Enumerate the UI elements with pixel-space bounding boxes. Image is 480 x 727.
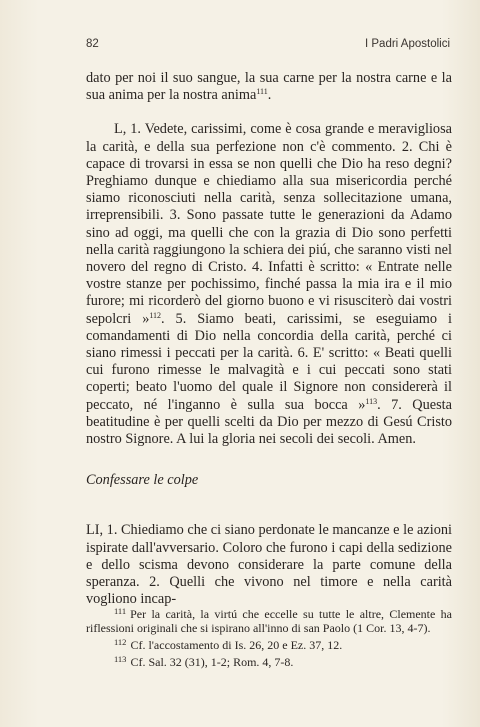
footnote-mark: 111	[114, 606, 127, 616]
paragraph-text: . 7. Questa beatitudine è per quelli scelti da Dio per mezzo di Gesú Cristo nostro Signore. A lui la gloria nei secoli dei secoli. Amen.	[86, 396, 452, 448]
footnote-text: Cf. Sal. 32 (31), 1-2; Rom. 4, 7-8.	[130, 655, 294, 669]
running-title: I Padri Apostolici	[364, 38, 450, 50]
footnote-text: Per la carità, la virtú che eccelle su tutte le altre, Clemente ha riflessioni originali che si ispirano all'inno di san Paolo (1 Cor. 13, 4-7).	[86, 607, 452, 635]
footnote-ref: 112	[149, 310, 162, 320]
footnote-text: Cf. l'accostamento di Is. 26, 20 e Ez. 37, 12.	[130, 638, 343, 652]
section-heading: Confessare le colpe	[86, 472, 199, 488]
paragraph-text: L, 1. Vedete, carissimi, come è cosa grande e meravigliosa la carità, e della sua perfezione non c'è commento. 2. Chi è capace di trovarsi in essa se non quelli che Dio ha reso degni? Preghiamo dunque e chiediamo alla sua misericordia perché siamo riconosciuti nella carità, senza sollecitazione umana, irreprensibili. 3. Sono passate tutte le generazioni da Adamo sino ad oggi, ma quelli che con la grazia di Dio sono perfetti nella carità raggiungono la schiera dei piú, che saranno visti nel novero del regno di Cristo. 4. Infatti è scritto: « Entrate nelle vostre stanze per pochissimo, finché passa la mia ira e il mio furore; mi ricorderò del giorno buono e vi risusciterò dai vostri sepolcri »	[86, 121, 452, 327]
paragraph-chapter-li: LI, 1. Chiediamo che ci siano perdonate le mancanze e le azioni ispirate dall'avversario. Coloro che furono i capi della sedizione e dello scisma devono considerare la parte comune della speranza. 2. Quelli che vivono nel timore e nella carità vogliono incap-	[86, 522, 452, 608]
footnote	[86, 604, 452, 635]
footnote	[86, 635, 452, 652]
paragraph-text: dato per noi il suo sangue, la sua carne per la nostra carne e la sua anima per la nostra anima	[86, 70, 452, 104]
footnotes	[86, 604, 452, 669]
footnote-ref: 111	[256, 87, 268, 97]
footnote-ref: 113	[365, 396, 378, 406]
footnote	[86, 652, 452, 669]
paragraph-chapter-l	[86, 121, 452, 448]
footnote-mark: 113	[114, 654, 127, 664]
main-text	[86, 70, 452, 448]
paragraph-continued: dato per noi il suo sangue, la sua carne per la nostra carne e la sua anima per la nostra anima$^{111}$.	[86, 70, 452, 104]
page-number: 82	[86, 38, 99, 50]
paragraph-text: . 5. Siamo beati, carissimi, se eseguiamo i comandamenti di Dio nella concordia della carità, perché ci siano rimessi i peccati per la carità. 6. E' scritto: « Beati quelli cui furono rimesse le malvagità e i cui peccati sono stati coperti; beato l'uomo del quale il Signore non considererà il peccato, né l'inganno è sulla sua bocca »	[86, 310, 452, 413]
footnote-mark: 112	[114, 637, 127, 647]
